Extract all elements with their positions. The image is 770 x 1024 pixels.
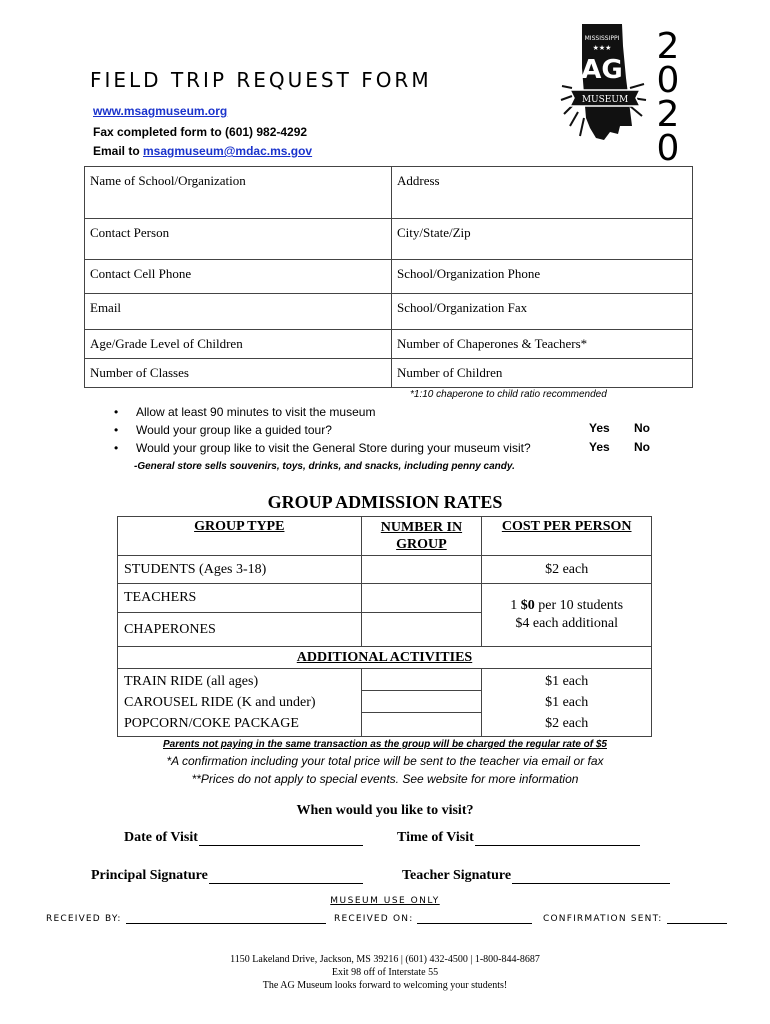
footer-exit: Exit 98 off of Interstate 55 bbox=[331, 967, 439, 978]
popcorn-coke-number-input[interactable] bbox=[362, 713, 482, 735]
table-row bbox=[118, 584, 652, 613]
activities-number-inputs bbox=[361, 669, 482, 737]
store-note: -General store sells souvenirs, toys, drinks, and snacks, including penny candy. bbox=[134, 461, 515, 472]
students-cost: $2 each bbox=[482, 556, 652, 584]
col-number-in-group: NUMBER IN GROUP bbox=[361, 517, 482, 556]
website-link[interactable]: www.msagmuseum.org bbox=[93, 104, 228, 118]
received-on-field[interactable]: RECEIVED ON: bbox=[334, 914, 532, 924]
prices-note: **Prices do not apply to special events. See website for more information bbox=[191, 772, 579, 786]
table-row bbox=[85, 219, 693, 260]
number-of-children-field[interactable]: Number of Children bbox=[392, 359, 693, 388]
table-row bbox=[85, 330, 693, 359]
visit-bullets bbox=[114, 403, 531, 457]
popcorn-coke-label: POPCORN/COKE PACKAGE bbox=[124, 716, 299, 731]
store-yes-option[interactable]: Yes bbox=[589, 440, 610, 454]
carousel-ride-cost: $1 each bbox=[545, 695, 589, 710]
teacher-signature-field[interactable]: Teacher Signature bbox=[402, 868, 670, 884]
col-cost-per-person: COST PER PERSON bbox=[482, 517, 652, 556]
email-line: Email to msagmuseum@mdac.ms.gov bbox=[93, 144, 313, 158]
teachers-label: TEACHERS bbox=[118, 584, 362, 613]
tour-yes-option[interactable]: Yes bbox=[589, 421, 610, 435]
carousel-ride-number-input[interactable] bbox=[362, 691, 482, 713]
table-row bbox=[118, 556, 652, 584]
activities-costs bbox=[482, 669, 652, 737]
rates-table bbox=[117, 516, 652, 737]
museum-use-title: MUSEUM USE ONLY bbox=[330, 896, 440, 906]
school-fax-field[interactable]: School/Organization Fax bbox=[392, 294, 693, 330]
confirmation-sent-field[interactable]: CONFIRMATION SENT: bbox=[543, 914, 727, 924]
teachers-number-input[interactable] bbox=[361, 584, 482, 613]
carousel-ride-label: CAROUSEL RIDE (K and under) bbox=[124, 695, 316, 710]
table-row bbox=[118, 647, 652, 669]
contact-person-field[interactable]: Contact Person bbox=[85, 219, 392, 260]
footer-welcome: The AG Museum looks forward to welcoming your students! bbox=[262, 980, 508, 991]
staff-cost: 1 $0 per 10 students $4 each additional bbox=[482, 584, 652, 647]
train-ride-number-input[interactable] bbox=[362, 669, 482, 691]
school-phone-field[interactable]: School/Organization Phone bbox=[392, 260, 693, 294]
city-state-zip-field[interactable]: City/State/Zip bbox=[392, 219, 693, 260]
date-of-visit-field[interactable]: Date of Visit bbox=[124, 830, 363, 846]
number-of-classes-field[interactable]: Number of Classes bbox=[85, 359, 392, 388]
chaperones-field[interactable]: Number of Chaperones & Teachers* bbox=[392, 330, 693, 359]
parents-note: Parents not paying in the same transaction as the group will be charged the regular rate of $5 bbox=[163, 739, 607, 750]
store-no-option[interactable]: No bbox=[634, 440, 650, 454]
school-name-field[interactable]: Name of School/Organization bbox=[85, 167, 392, 219]
ratio-note: *1:10 chaperone to child ratio recommended bbox=[410, 389, 607, 400]
train-ride-label: TRAIN RIDE (all ages) bbox=[124, 674, 259, 689]
svg-text:★★★: ★★★ bbox=[592, 44, 612, 52]
year-vertical: 2 0 2 0 bbox=[656, 26, 680, 169]
form-title: FIELD TRIP REQUEST FORM bbox=[90, 68, 432, 92]
contact-cell-field[interactable]: Contact Cell Phone bbox=[85, 260, 392, 294]
table-row bbox=[85, 294, 693, 330]
info-table bbox=[84, 166, 693, 388]
svg-text:MUSEUM: MUSEUM bbox=[581, 95, 629, 105]
rates-title: GROUP ADMISSION RATES bbox=[267, 492, 503, 512]
list-item: • Would your group like a guided tour? bbox=[114, 421, 531, 439]
svg-text:AG: AG bbox=[581, 55, 623, 85]
email-link[interactable]: msagmuseum@mdac.ms.gov bbox=[143, 144, 313, 158]
chaperones-label: CHAPERONES bbox=[118, 613, 362, 647]
students-label: STUDENTS (Ages 3-18) bbox=[118, 556, 362, 584]
age-grade-field[interactable]: Age/Grade Level of Children bbox=[85, 330, 392, 359]
activities-labels bbox=[118, 669, 362, 737]
students-number-input[interactable] bbox=[361, 556, 482, 584]
table-row bbox=[85, 260, 693, 294]
table-row bbox=[118, 517, 652, 556]
tour-no-option[interactable]: No bbox=[634, 421, 650, 435]
chaperones-number-input[interactable] bbox=[361, 613, 482, 647]
list-item: • Allow at least 90 minutes to visit the museum bbox=[114, 403, 531, 421]
table-row bbox=[85, 359, 693, 388]
confirmation-note: *A confirmation including your total price will be sent to the teacher via email or fax bbox=[166, 754, 604, 768]
table-row bbox=[85, 167, 693, 219]
when-question: When would you like to visit? bbox=[296, 803, 474, 818]
address-field[interactable]: Address bbox=[392, 167, 693, 219]
train-ride-cost: $1 each bbox=[545, 674, 589, 689]
additional-activities-title: ADDITIONAL ACTIVITIES bbox=[118, 647, 652, 669]
received-by-field[interactable]: RECEIVED BY: bbox=[46, 914, 326, 924]
footer-address: 1150 Lakeland Drive, Jackson, MS 39216 | (601) 432-4500 | 1-800-844-8687 bbox=[230, 954, 540, 965]
email-field[interactable]: Email bbox=[85, 294, 392, 330]
col-group-type: GROUP TYPE bbox=[118, 517, 362, 556]
fax-line: Fax completed form to (601) 982-4292 bbox=[93, 125, 308, 139]
ag-museum-logo bbox=[560, 18, 650, 153]
popcorn-coke-cost: $2 each bbox=[545, 716, 589, 731]
svg-text:MISSISSIPPI: MISSISSIPPI bbox=[584, 35, 620, 42]
list-item: • Would your group like to visit the General Store during your museum visit? bbox=[114, 439, 531, 457]
principal-signature-field[interactable]: Principal Signature bbox=[91, 868, 363, 884]
table-row bbox=[118, 669, 652, 737]
time-of-visit-field[interactable]: Time of Visit bbox=[397, 830, 640, 846]
